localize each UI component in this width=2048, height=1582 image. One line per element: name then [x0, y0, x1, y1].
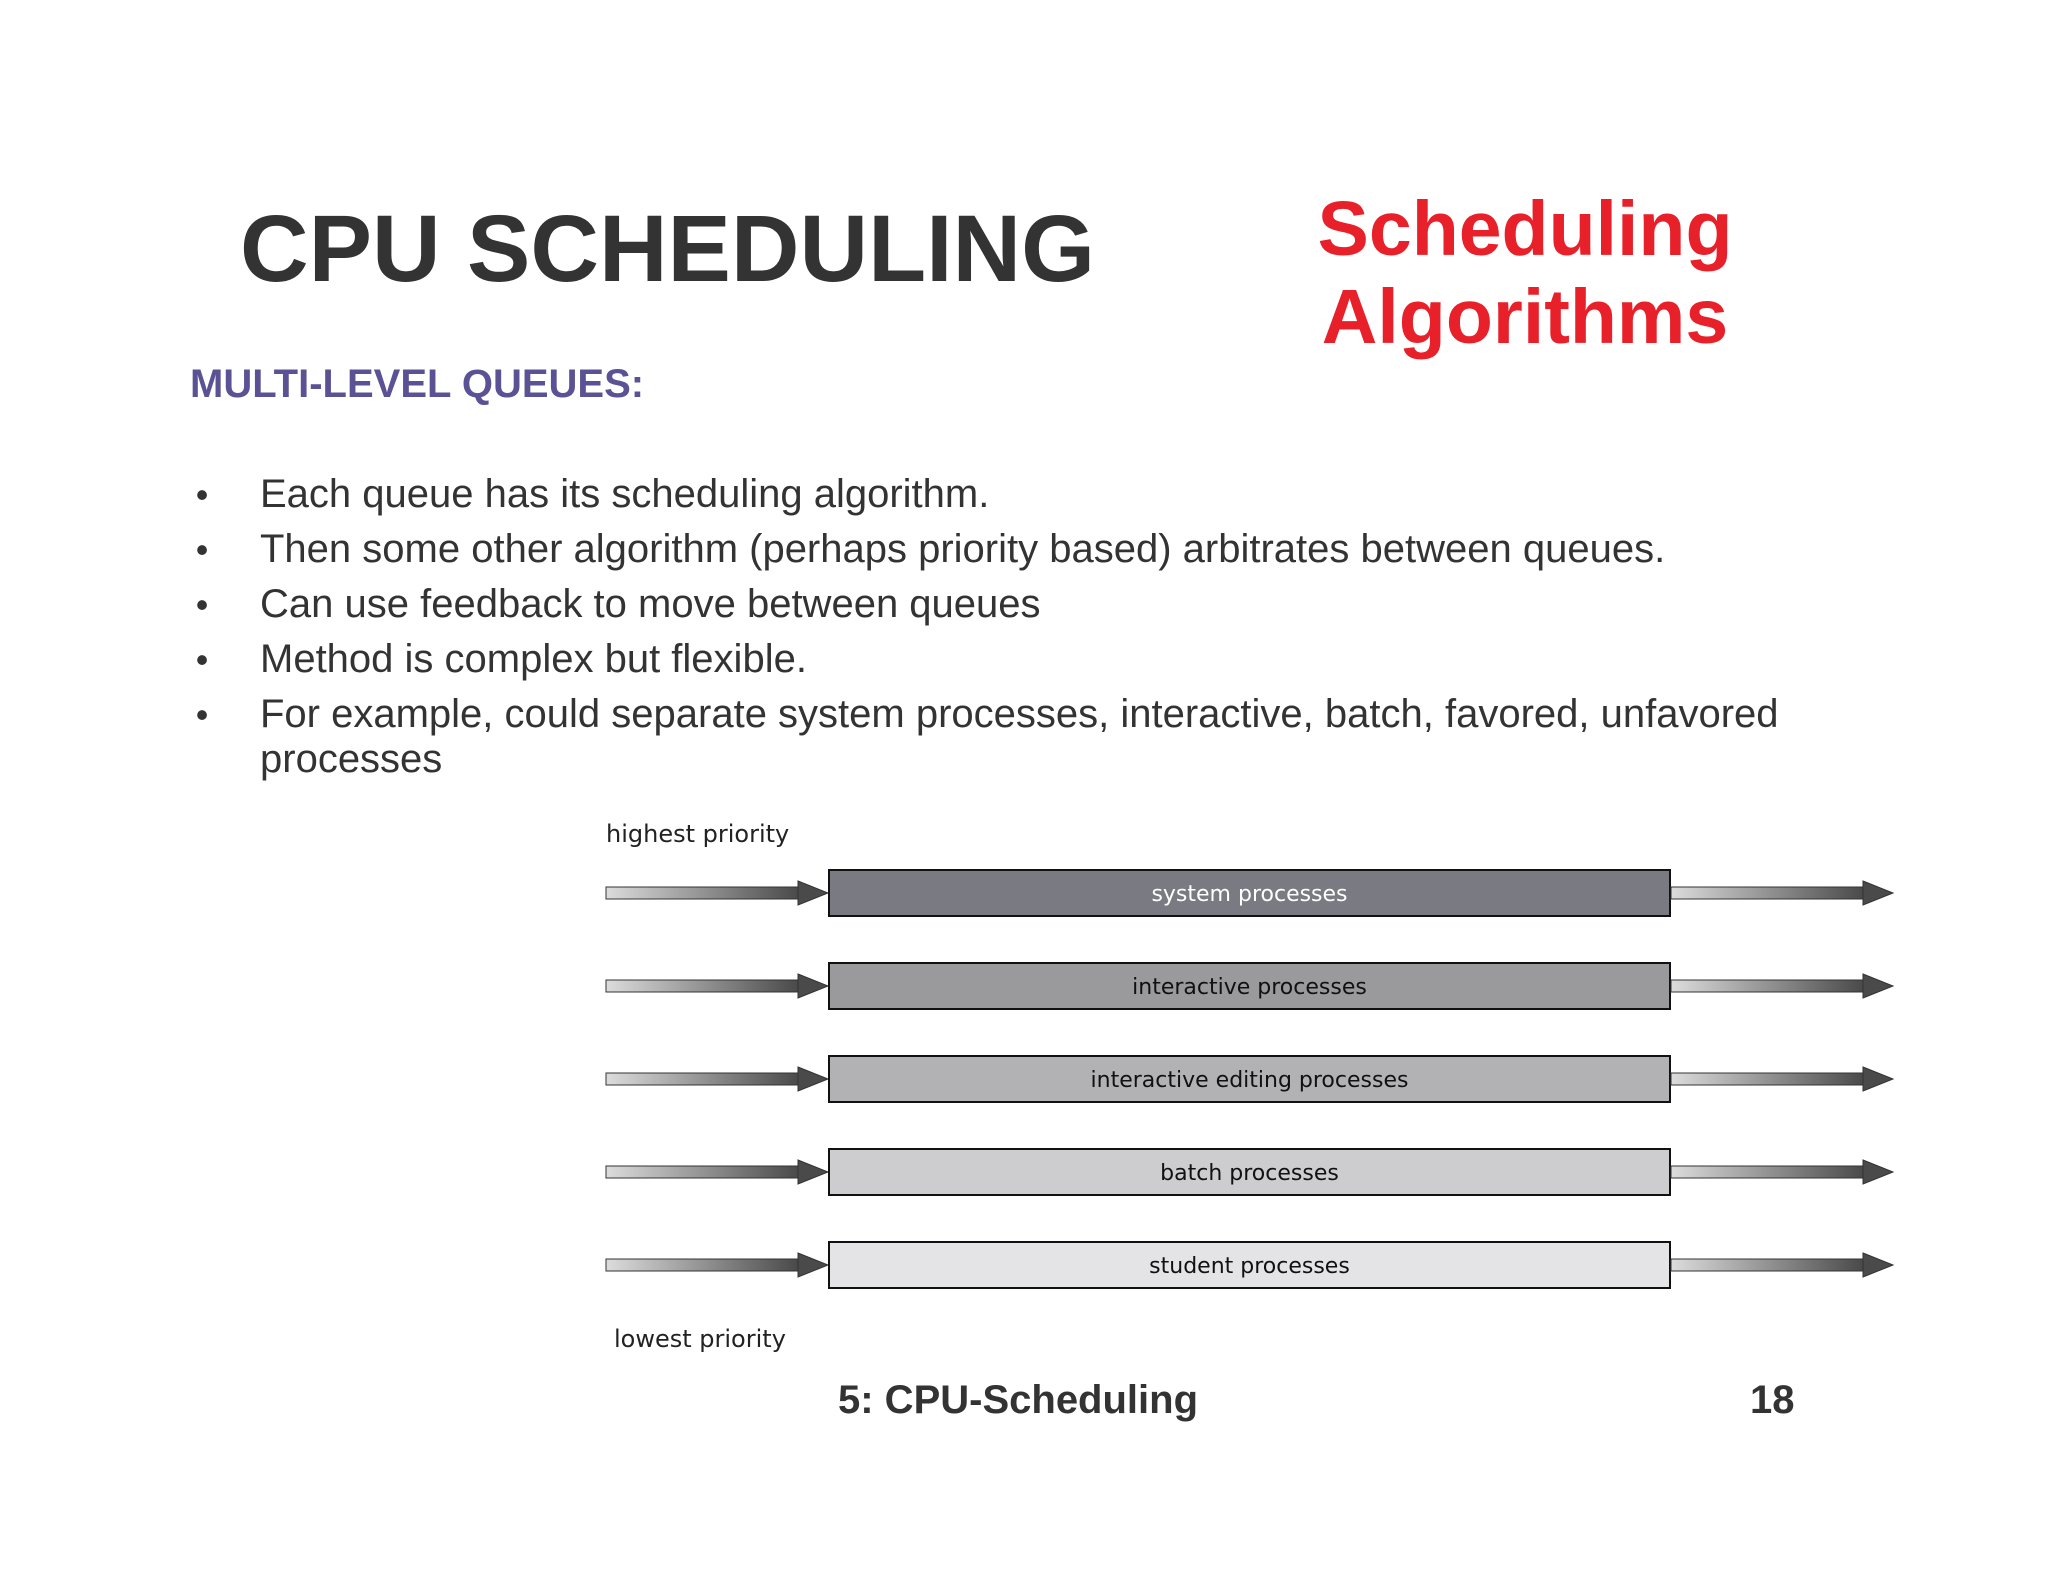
queue-output-arrow-shaft — [1671, 1073, 1863, 1085]
bullet-text: Can use feedback to move between queues — [260, 582, 1041, 626]
queue-output-arrow-arrowhead-icon — [1863, 1160, 1893, 1184]
queue-diagram-svg — [600, 815, 1900, 1355]
bullet-dot-icon: • — [195, 584, 209, 625]
bullet-text: Method is complex but flexible. — [260, 637, 807, 681]
bullet-item — [190, 582, 1890, 627]
bullet-item — [190, 472, 1890, 517]
queue-label: batch processes — [1160, 1161, 1339, 1186]
queue-label: interactive editing processes — [1090, 1068, 1409, 1093]
subheading: MULTI-LEVEL QUEUES: — [190, 362, 645, 406]
bullet-list — [190, 472, 1890, 792]
queue-label: student processes — [1149, 1254, 1350, 1279]
queue-output-arrow-arrowhead-icon — [1863, 1253, 1893, 1277]
queue-output-arrow-arrowhead-icon — [1863, 1067, 1893, 1091]
queue-input-arrow-arrowhead-icon — [798, 1253, 828, 1277]
bullet-text: Each queue has its scheduling algorithm. — [260, 472, 990, 516]
queue-label: system processes — [1151, 882, 1348, 907]
bullet-dot-icon: • — [195, 639, 209, 680]
bullet-text: Then some other algorithm (perhaps priority based) arbitrates between queues. — [260, 527, 1666, 571]
queue-output-arrow-arrowhead-icon — [1863, 974, 1893, 998]
bullet-item — [190, 637, 1890, 682]
bullet-item — [190, 692, 1890, 782]
queue-output-arrow-shaft — [1671, 1259, 1863, 1271]
section-title-line1: Scheduling — [1317, 186, 1733, 272]
page-number: 18 — [1750, 1378, 1795, 1422]
slide-title: CPU SCHEDULING — [240, 196, 1096, 302]
queue-input-arrow-shaft — [606, 1073, 798, 1085]
queue-label: interactive processes — [1132, 975, 1367, 1000]
queue-input-arrow-arrowhead-icon — [798, 881, 828, 905]
queue-input-arrow-shaft — [606, 887, 798, 899]
queue-output-arrow-shaft — [1671, 1166, 1863, 1178]
queue-output-arrow-arrowhead-icon — [1863, 881, 1893, 905]
queue-input-arrow-arrowhead-icon — [798, 1067, 828, 1091]
section-title-line2: Algorithms — [1321, 274, 1729, 360]
queue-output-arrow-shaft — [1671, 887, 1863, 899]
queue-input-arrow-arrowhead-icon — [798, 974, 828, 998]
queue-input-arrow-shaft — [606, 980, 798, 992]
queue-input-arrow-shaft — [606, 1166, 798, 1178]
queue-input-arrow-shaft — [606, 1259, 798, 1271]
queue-input-arrow-arrowhead-icon — [798, 1160, 828, 1184]
multilevel-queue-diagram — [600, 815, 1900, 1355]
footer-title: 5: CPU-Scheduling — [838, 1378, 1199, 1422]
bullet-dot-icon: • — [195, 474, 209, 515]
queue-output-arrow-shaft — [1671, 980, 1863, 992]
section-title — [1310, 185, 1740, 361]
bullet-dot-icon: • — [195, 529, 209, 570]
lowest-priority-label: lowest priority — [614, 1325, 786, 1353]
bullet-text: For example, could separate system processes, interactive, batch, favored, unfavored processes — [260, 692, 1779, 781]
bullet-dot-icon: • — [195, 694, 209, 735]
highest-priority-label: highest priority — [606, 820, 790, 848]
bullet-item — [190, 527, 1890, 572]
